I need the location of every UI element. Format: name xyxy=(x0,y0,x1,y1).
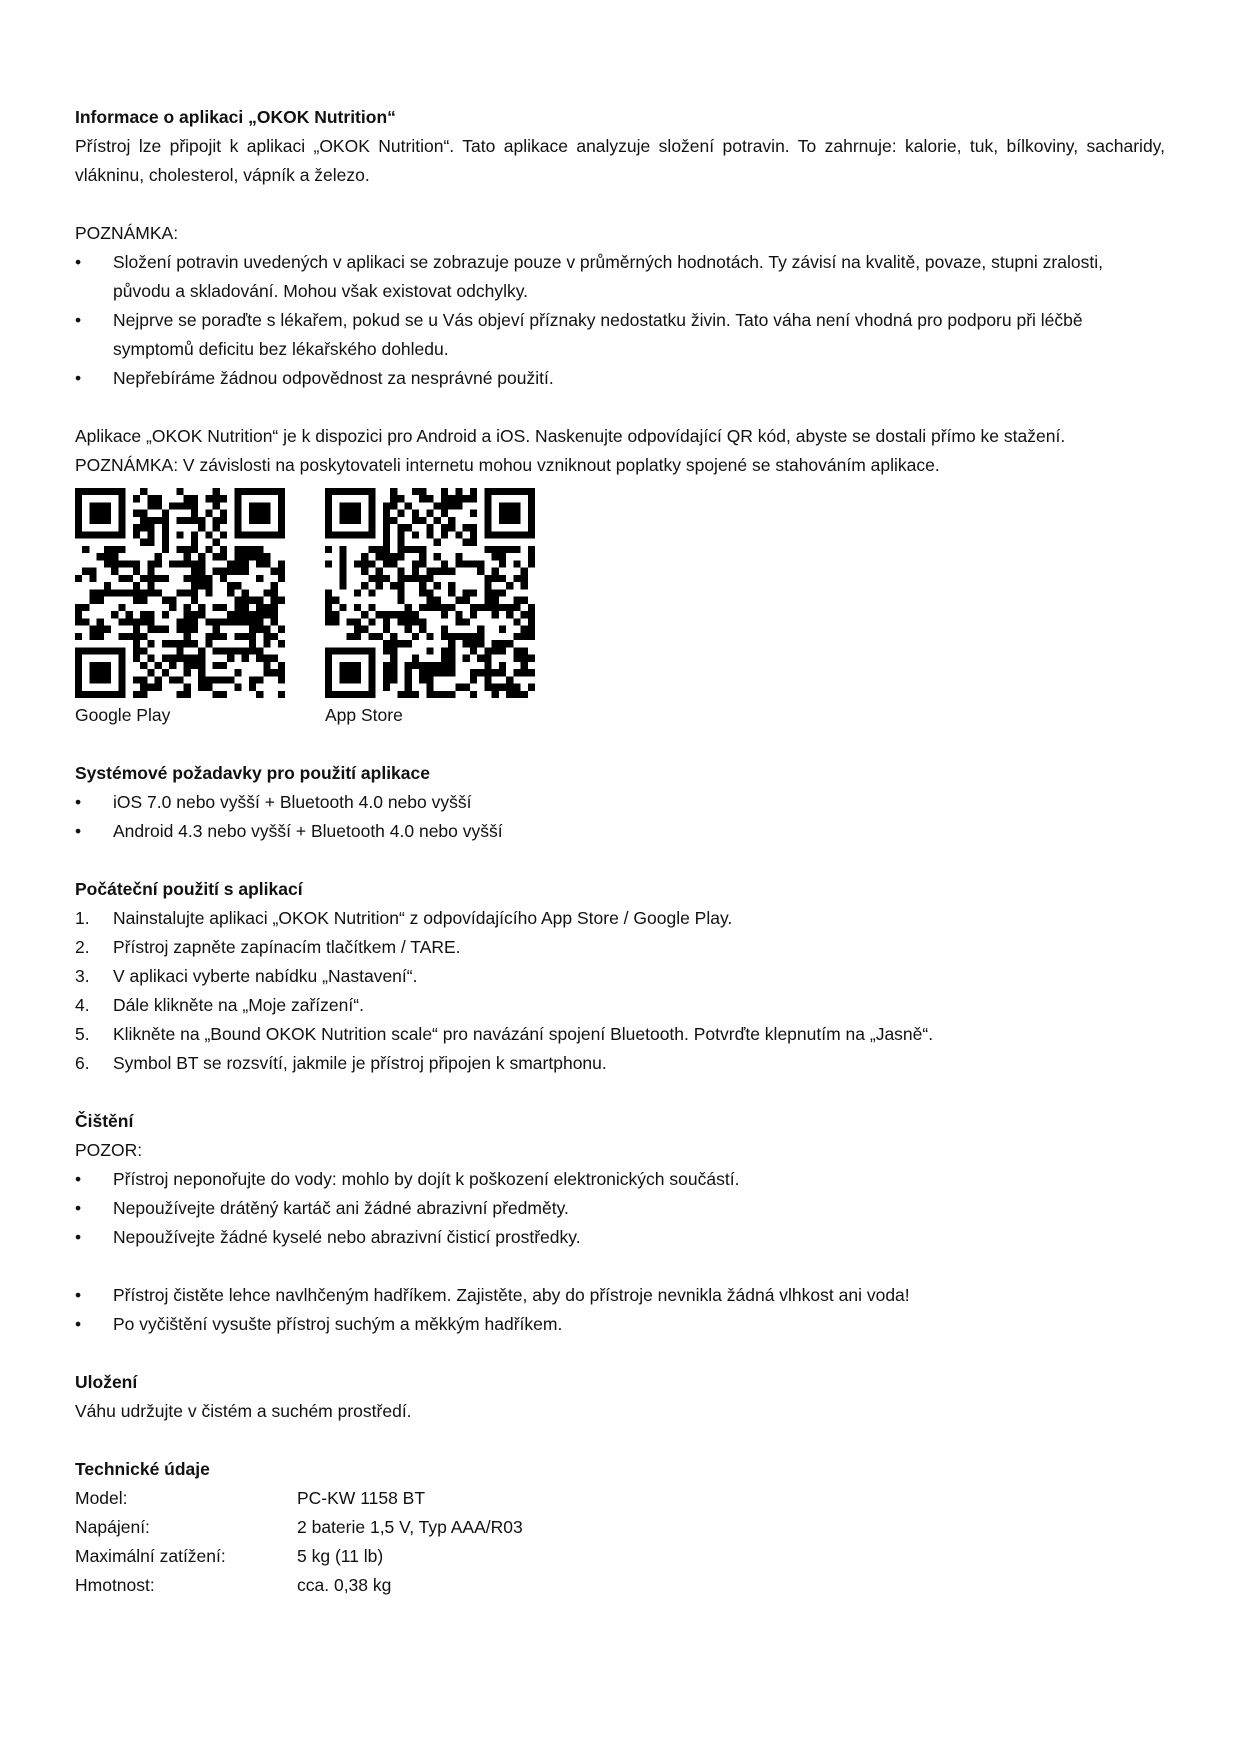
step-item: 3. V aplikaci vyberte nabídku „Nastavení“. xyxy=(75,966,418,986)
qr-label-google-play: Google Play xyxy=(75,705,171,725)
step-item: 2. Přístroj zapněte zapínacím tlačítkem / TARE. xyxy=(75,937,461,957)
requirements-list xyxy=(75,788,1165,846)
cleaning-instructions xyxy=(75,1281,1165,1339)
table-row: Model: PC-KW 1158 BT xyxy=(75,1488,426,1508)
note-list xyxy=(75,248,1165,393)
storage-text: Váhu udržujte v čistém a suchém prostředí. xyxy=(75,1401,412,1421)
cleaning-heading: Čištění xyxy=(75,1111,134,1131)
step-item: 6. Symbol BT se rozsvítí, jakmile je přístroj připojen k smartphonu. xyxy=(75,1053,607,1073)
note-label: POZNÁMKA: xyxy=(75,223,179,243)
list-item: • Nejprve se poraďte s lékařem, pokud se u Vás objeví příznaky nedostatku živin. Tato váha není vhodná pro podporu při léčbě symptomů deficitu bez lékařského dohledu. xyxy=(75,306,1165,364)
list-item: • Přístroj neponořujte do vody: mohlo by dojít k poškození elektronických součástí. xyxy=(75,1165,1165,1194)
availability-note: POZNÁMKA: V závislosti na poskytovateli internetu mohou vzniknout poplatky spojené se stahováním aplikace. xyxy=(75,455,940,475)
qr-code-icon[interactable] xyxy=(325,488,535,698)
document-page xyxy=(75,103,1165,1600)
table-row: Hmotnost: cca. 0,38 kg xyxy=(75,1575,392,1595)
list-item: • Nepoužívejte drátěný kartáč ani žádné abrazivní předměty. xyxy=(75,1194,1165,1223)
list-item: • Nepoužívejte žádné kyselé nebo abrazivní čisticí prostředky. xyxy=(75,1223,1165,1252)
caution-list xyxy=(75,1165,1165,1252)
caution-label: POZOR: xyxy=(75,1140,143,1160)
specs-table xyxy=(75,1484,523,1600)
availability-text: Aplikace „OKOK Nutrition“ je k dispozici pro Android a iOS. Naskenujte odpovídající QR kód, abyste se dostali přímo ke stažení. xyxy=(75,426,1066,446)
step-item: 1. Nainstalujte aplikaci „OKOK Nutrition“ z odpovídajícího App Store / Google Play. xyxy=(75,908,733,928)
qr-code-icon[interactable] xyxy=(75,488,285,698)
qr-code-row xyxy=(75,488,1165,730)
specs-heading: Technické údaje xyxy=(75,1459,210,1479)
app-info-intro: Přístroj lze připojit k aplikaci „OKOK Nutrition“. Tato aplikace analyzuje složení potravin. To zahrnuje: kalorie, tuk, bílkoviny, sacharidy, vlákninu, cholesterol, vápník a železo. xyxy=(75,136,1165,185)
first-use-heading: Počáteční použití s aplikací xyxy=(75,879,303,899)
list-item: • Přístroj čistěte lehce navlhčeným hadříkem. Zajistěte, aby do přístroje nevnikla žádná vlhkost ani voda! xyxy=(75,1281,1165,1310)
table-row: Napájení: 2 baterie 1,5 V, Typ AAA/R03 xyxy=(75,1517,523,1537)
storage-heading: Uložení xyxy=(75,1372,138,1392)
requirements-heading: Systémové požadavky pro použití aplikace xyxy=(75,763,430,783)
app-info-heading: Informace o aplikaci „OKOK Nutrition“ xyxy=(75,107,396,127)
list-item: • Po vyčištění vysušte přístroj suchým a měkkým hadříkem. xyxy=(75,1310,1165,1339)
list-item: • Složení potravin uvedených v aplikaci se zobrazuje pouze v průměrných hodnotách. Ty závisí na kvalitě, povaze, stupni zralosti, původu a skladování. Mohou však existovat odchylky. xyxy=(75,248,1165,306)
qr-google-play xyxy=(75,488,295,730)
table-row: Maximální zatížení: 5 kg (11 lb) xyxy=(75,1546,384,1566)
step-item: 5. Klikněte na „Bound OKOK Nutrition scale“ pro navázání spojení Bluetooth. Potvrďte klepnutím na „Jasně“. xyxy=(75,1024,934,1044)
qr-app-store xyxy=(325,488,545,730)
list-item: • Nepřebíráme žádnou odpovědnost za nesprávné použití. xyxy=(75,364,1165,393)
qr-label-app-store: App Store xyxy=(325,705,403,725)
list-item: • iOS 7.0 nebo vyšší + Bluetooth 4.0 nebo vyšší xyxy=(75,788,1165,817)
step-item: 4. Dále klikněte na „Moje zařízení“. xyxy=(75,995,364,1015)
first-use-steps xyxy=(75,904,1165,1078)
list-item: • Android 4.3 nebo vyšší + Bluetooth 4.0 nebo vyšší xyxy=(75,817,1165,846)
